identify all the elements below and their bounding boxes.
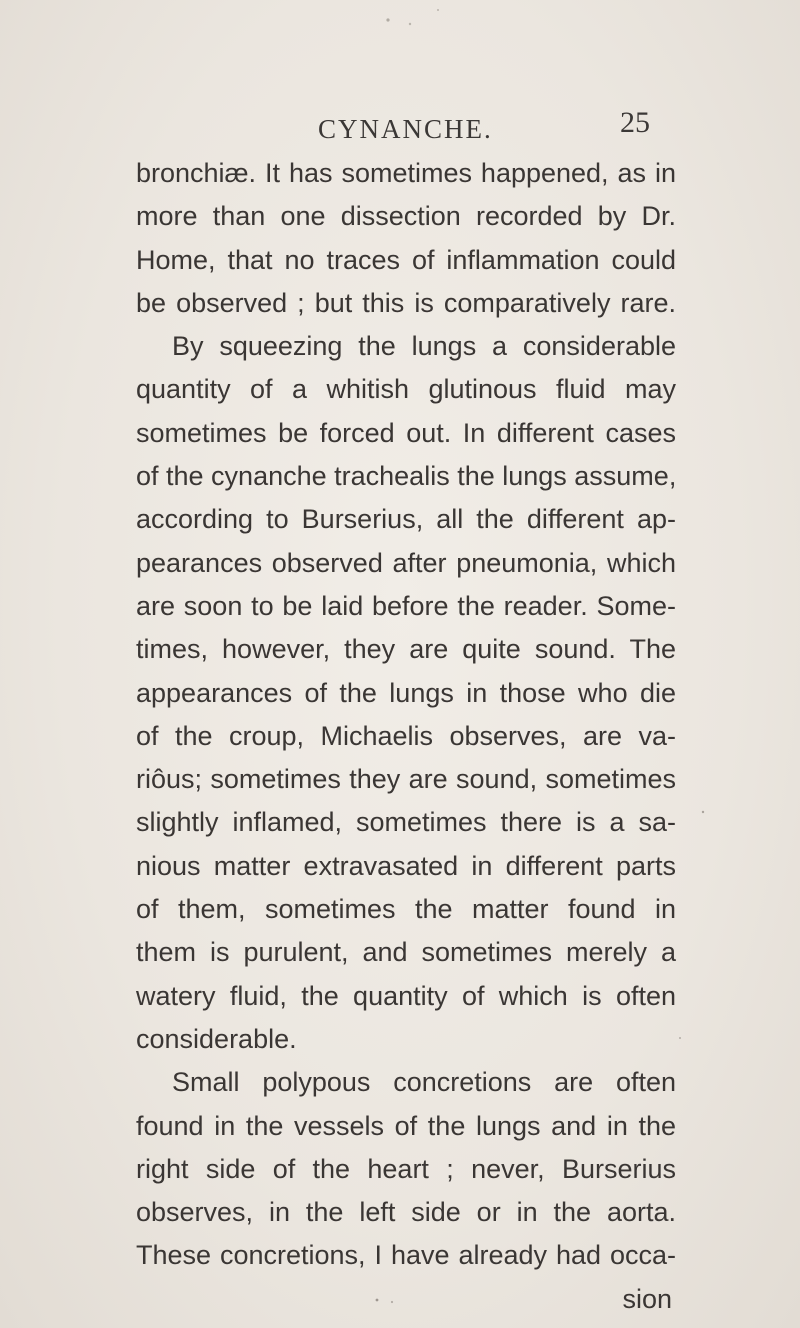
text-line: more than one dissection recorded by Dr. bbox=[136, 201, 676, 232]
text-line: times, however, they are quite sound. The bbox=[136, 634, 676, 665]
text-line: By squeezing the lungs a considerable bbox=[172, 331, 676, 362]
text-line: These concretions, I have already had occa- bbox=[136, 1240, 676, 1271]
text-line: watery fluid, the quantity of which is often bbox=[136, 980, 676, 1011]
text-line: of the cynanche trachealis the lungs assume, bbox=[136, 461, 677, 492]
text-line: found in the vessels of the lungs and in the bbox=[136, 1110, 676, 1141]
text-line: of the croup, Michaelis observes, are va- bbox=[136, 720, 676, 751]
page-number: 25 bbox=[620, 106, 650, 139]
text-line: Home, that no traces of inflammation could bbox=[136, 244, 676, 275]
text-line: pearances observed after pneumonia, which bbox=[136, 547, 676, 578]
text-line: bronchiæ. It has sometimes happened, as in bbox=[136, 158, 676, 188]
text-line: considerable. bbox=[136, 1023, 297, 1054]
text-line: are soon to be laid before the reader. Some- bbox=[136, 590, 676, 621]
text-line: Small polypous concretions are often bbox=[172, 1067, 676, 1098]
running-title: CYNANCHE. bbox=[318, 114, 493, 144]
text-line: nious matter extravasated in different parts bbox=[136, 850, 676, 881]
text-line: them is purulent, and sometimes merely a bbox=[136, 937, 676, 968]
body-text bbox=[136, 152, 676, 1321]
text-line: appearances of the lungs in those who die bbox=[136, 677, 676, 708]
text-line: slightly inflamed, sometimes there is a sa- bbox=[136, 807, 676, 838]
text-line: right side of the heart ; never, Burserius bbox=[136, 1153, 676, 1184]
text-line: observes, in the left side or in the aorta. bbox=[136, 1197, 676, 1228]
catchword: sion bbox=[622, 1283, 672, 1314]
page-header bbox=[0, 106, 800, 152]
text-line: riôus; sometimes they are sound, sometimes bbox=[136, 764, 676, 795]
text-line: according to Burserius, all the different ap- bbox=[136, 504, 676, 535]
text-line: of them, sometimes the matter found in bbox=[136, 894, 676, 925]
text-line: be observed ; but this is comparatively rare. bbox=[136, 287, 676, 318]
text-line: quantity of a whitish glutinous fluid may bbox=[136, 374, 676, 405]
text-line: sometimes be forced out. In different cases bbox=[136, 417, 676, 448]
